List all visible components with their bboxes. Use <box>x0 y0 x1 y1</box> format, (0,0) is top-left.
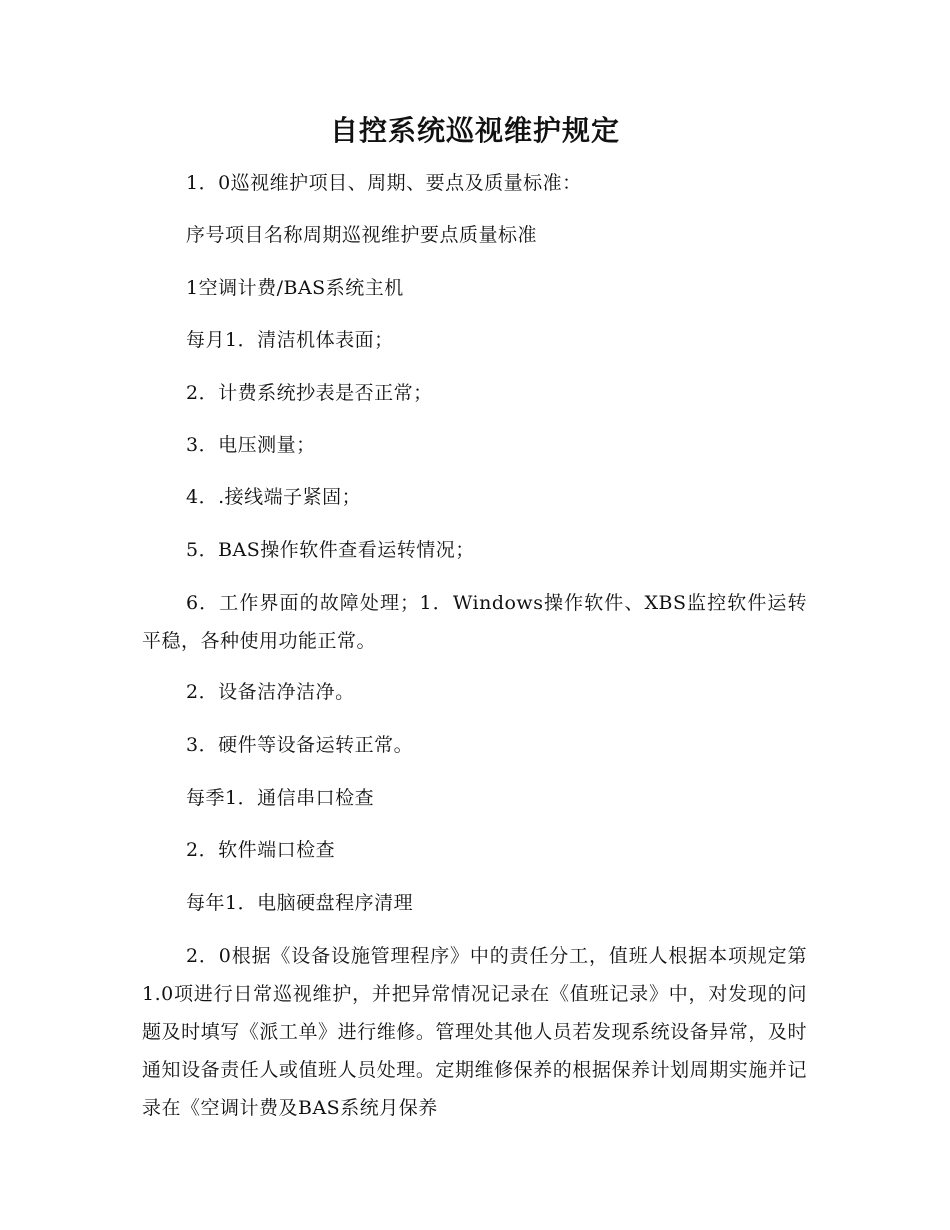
table-header-line: 序号项目名称周期巡视维护要点质量标准 <box>186 224 538 246</box>
item-line-monthly-2: 2．计费系统抄表是否正常； <box>186 382 433 404</box>
item-line-host: 1空调计费/BAS系统主机 <box>186 277 404 299</box>
item-line-quarterly-2: 2．软件端口检查 <box>186 839 336 861</box>
section-paragraph-2-0: 2．0根据《设备设施管理程序》中的责任分工，值班人根据本项规定第1.0项进行日常巡视维护，并把异常情况记录在《值班记录》中，对发现的问题及时填写《派工单》进行维修。管理处其他人员若发现系统设备异常，及时通知设备责任人或值班人员处理。定期维修保养的根据保养计划周期实施并记录在《空调计费及BAS系统月保养 <box>142 945 807 1119</box>
standard-line-2: 2．设备洁净洁净。 <box>186 681 355 703</box>
item-line-monthly-5: 5．BAS操作软件查看运转情况； <box>186 539 475 561</box>
standard-line-3: 3．硬件等设备运转正常。 <box>186 734 414 756</box>
item-line-quarterly-1: 每季1．通信串口检查 <box>186 787 375 809</box>
section-heading-1-0: 1．0巡视维护项目、周期、要点及质量标准： <box>186 172 582 194</box>
document-title: 自控系统巡视维护规定 <box>329 114 620 147</box>
item-line-monthly-4: 4．.接线端子紧固； <box>186 486 362 508</box>
item-line-yearly-1: 每年1．电脑硬盘程序清理 <box>186 892 414 914</box>
item-paragraph-monthly-6: 6．工作界面的故障处理；1．Windows操作软件、XBS监控软件运转平稳，各种使用功能正常。 <box>142 592 807 652</box>
item-line-monthly-1: 每月1．清洁机体表面； <box>186 329 394 351</box>
item-line-monthly-3: 3．电压测量； <box>186 434 316 456</box>
